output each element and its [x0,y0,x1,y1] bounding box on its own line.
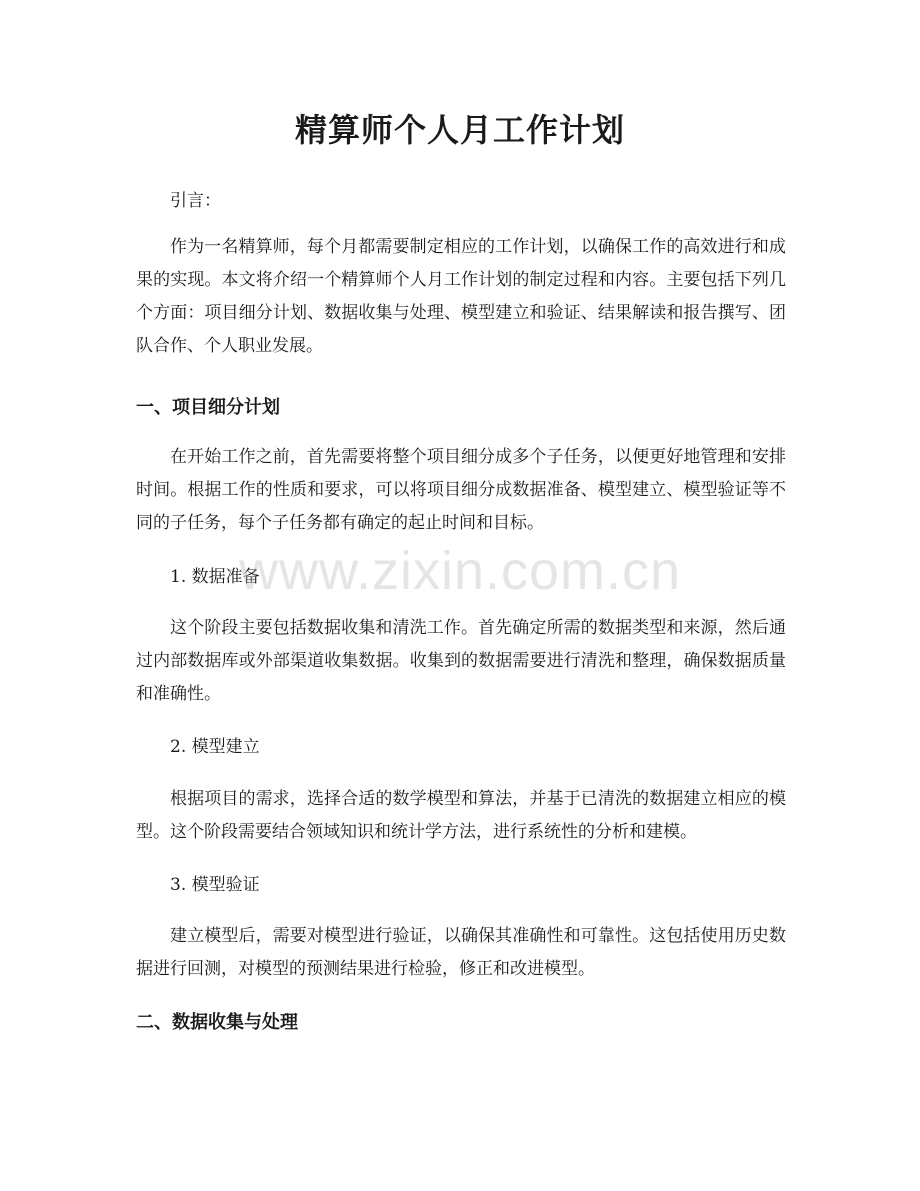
section2-heading: 二、数据收集与处理 [136,1012,298,1033]
item2-text: 根据项目的需求，选择合适的数学模型和算法，并基于已清洗的数据建立相应的模型。这个阶段需要结合领域知识和统计学方法，进行系统性的分析和建模。 [136,789,786,842]
item3-label: 3. 模型验证 [170,875,260,895]
item1-text: 这个阶段主要包括数据收集和清洗工作。首先确定所需的数据类型和来源，然后通过内部数据库或外部渠道收集数据。收集到的数据需要进行清洗和整理，确保数据质量和准确性。 [136,618,786,704]
item3-text: 建立模型后，需要对模型进行验证，以确保其准确性和可靠性。这包括使用历史数据进行回测，对模型的预测结果进行检验，修正和改进模型。 [136,926,786,979]
watermark: www.zixin.com.cn [238,541,682,601]
section1-heading: 一、项目细分计划 [136,397,280,418]
document-title: 精算师个人月工作计划 [294,111,625,149]
item1-label: 1. 数据准备 [170,567,260,587]
item2-label: 2. 模型建立 [170,737,260,757]
intro-paragraph: 作为一名精算师，每个月都需要制定相应的工作计划，以确保工作的高效进行和成果的实现。本文将介绍一个精算师个人月工作计划的制定过程和内容。主要包括下列几个方面：项目细分计划、数据收集与处理、模型建立和验证、结果解读和报告撰写、团队合作、个人职业发展。 [136,237,786,356]
section1-paragraph: 在开始工作之前，首先需要将整个项目细分成多个子任务，以便更好地管理和安排时间。根据工作的性质和要求，可以将项目细分成数据准备、模型建立、模型验证等不同的子任务，每个子任务都有确定的起止时间和目标。 [136,447,786,533]
intro-label: 引言： [170,191,221,211]
